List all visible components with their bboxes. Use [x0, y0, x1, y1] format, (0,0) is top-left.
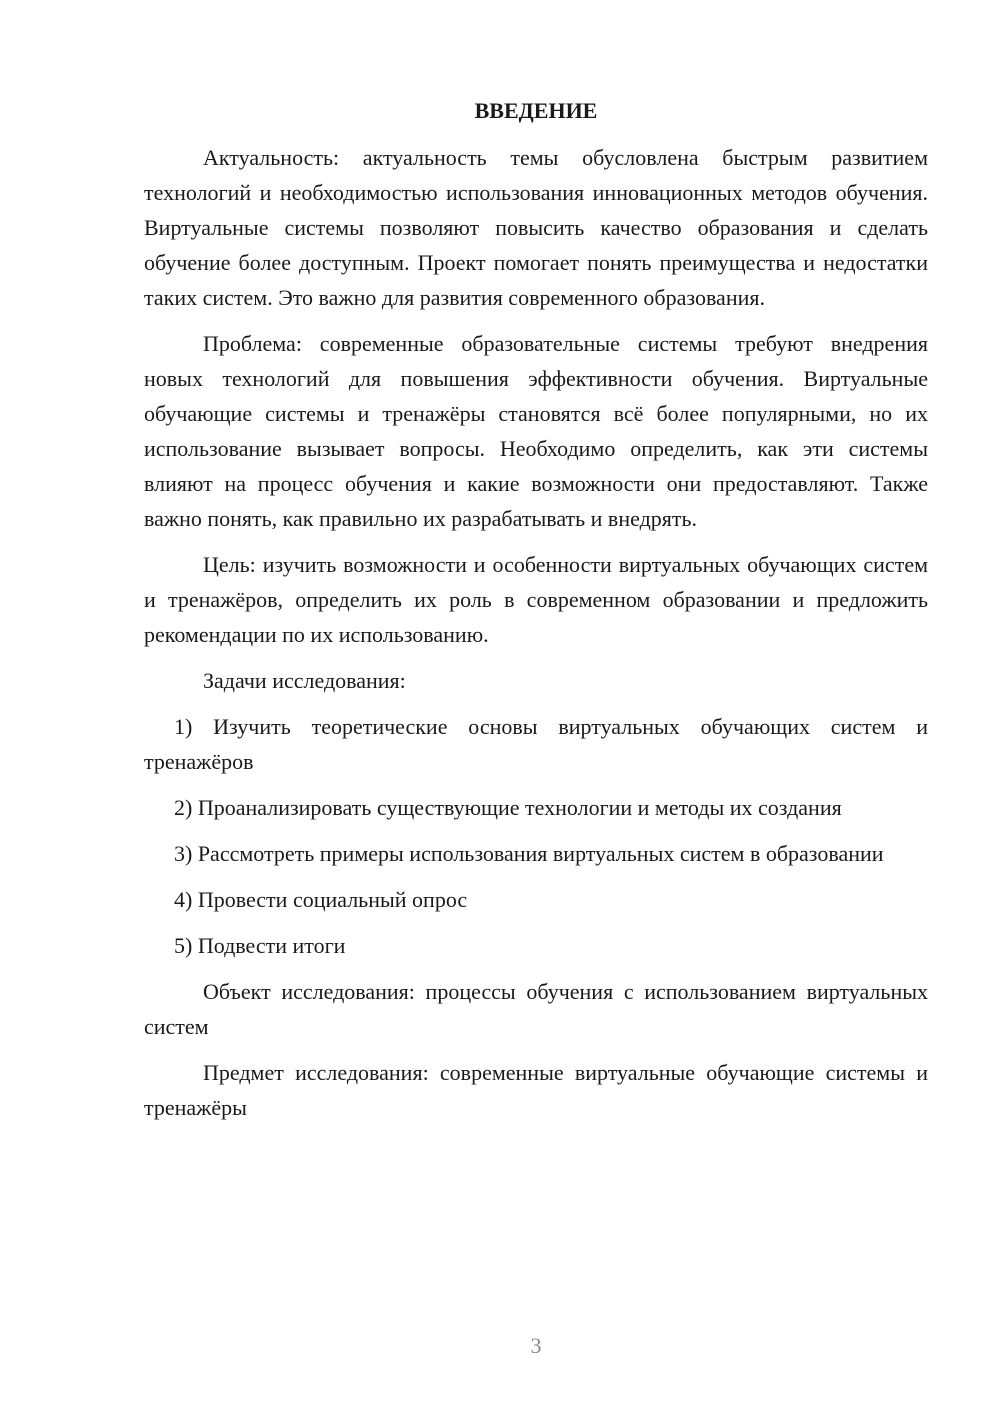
task-item-1: 1) Изучить теоретические основы виртуальных обучающих систем и тренажёров — [144, 714, 928, 774]
task-item-3: 3) Рассмотреть примеры использования виртуальных систем в образовании — [174, 841, 884, 866]
task-item-4: 4) Провести социальный опрос — [174, 887, 468, 912]
task-item-5: 5) Подвести итоги — [174, 933, 346, 958]
page-number: 3 — [530, 1333, 542, 1358]
goal-paragraph: Цель: изучить возможности и особенности виртуальных обучающих систем и тренажёров, определить их роль в современном образовании и предложить рекомендации по их использованию. — [144, 552, 928, 647]
research-subject-paragraph: Предмет исследования: современные виртуальные обучающие системы и тренажёры — [144, 1060, 928, 1120]
tasks-heading: Задачи исследования: — [203, 668, 406, 693]
page-content — [144, 92, 928, 1136]
section-title: ВВЕДЕНИЕ — [474, 98, 598, 123]
task-item-2: 2) Проанализировать существующие технологии и методы их создания — [174, 795, 842, 820]
research-object-paragraph: Объект исследования: процессы обучения с использованием виртуальных систем — [144, 979, 928, 1039]
relevance-paragraph: Актуальность: актуальность темы обусловлена быстрым развитием технологий и необходимостью использования инновационных методов обучения. Виртуальные системы позволяют повысить качество образования и сделать обучение более доступным. Проект помогает понять преимущества и недостатки таких систем. Это важно для развития современного образования. — [144, 145, 928, 310]
problem-paragraph: Проблема: современные образовательные системы требуют внедрения новых технологий для повышения эффективности обучения. Виртуальные обучающие системы и тренажёры становятся всё более популярными, но их использование вызывает вопросы. Необходимо определить, как эти системы влияют на процесс обучения и какие возможности они предоставляют. Также важно понять, как правильно их разрабатывать и внедрять. — [144, 331, 928, 531]
